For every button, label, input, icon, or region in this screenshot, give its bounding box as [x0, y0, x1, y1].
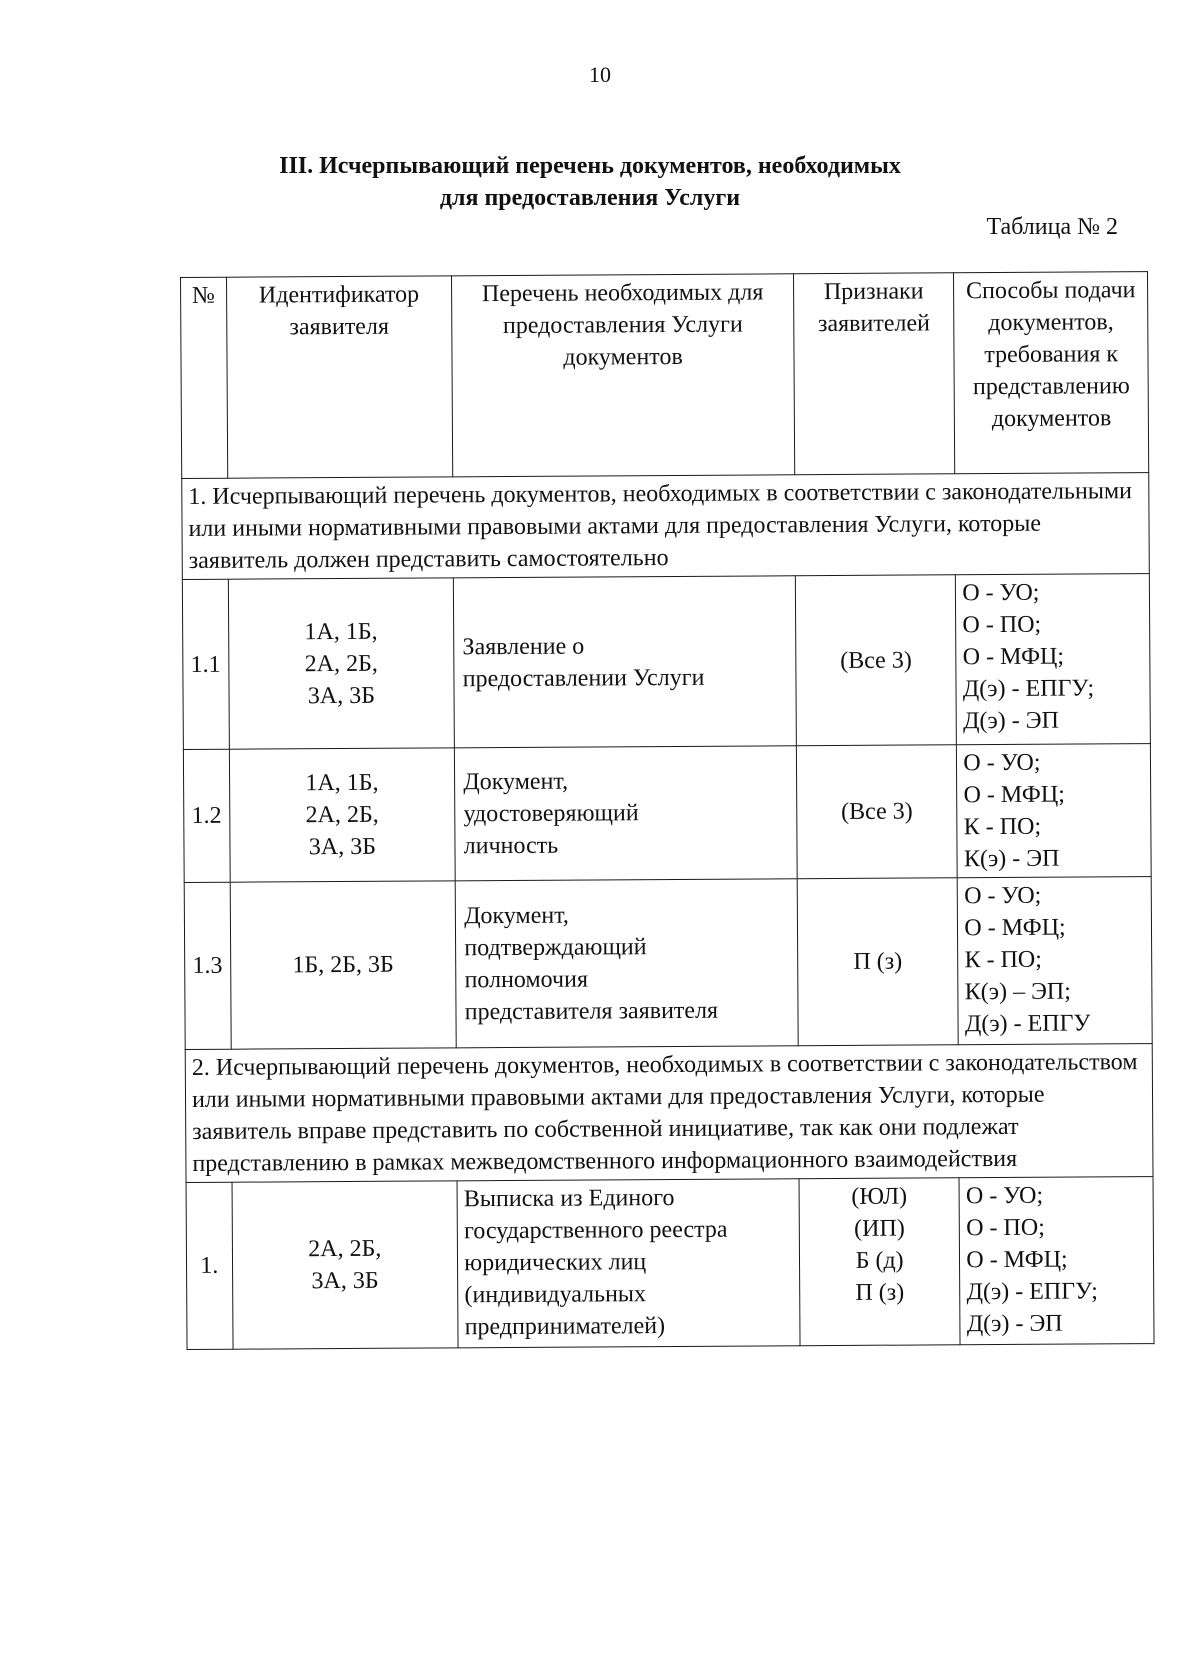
- signs-line: П (з): [853, 948, 903, 975]
- header-identifier: Идентификатор заявителя: [226, 276, 453, 478]
- ways-line: Д(э) - ЭП: [963, 707, 1059, 735]
- identifier-line: 3А, 3Б: [307, 682, 376, 709]
- row-signs: [795, 575, 957, 746]
- row-signs: [799, 1178, 960, 1346]
- header-no: №: [181, 277, 228, 478]
- signs-line: (Все 3): [841, 798, 913, 825]
- row-ways: [956, 574, 1151, 745]
- document-line: Выписка из Единого: [463, 1184, 675, 1213]
- row-signs: [796, 745, 957, 879]
- table-label: Таблица № 2: [986, 214, 1118, 240]
- document-line: (индивидуальных: [464, 1281, 647, 1309]
- identifier-line: 3А, 3Б: [308, 833, 377, 861]
- section-row-1: [182, 473, 1150, 580]
- ways-line: О - ПО;: [966, 1214, 1045, 1242]
- identifier-line: 3А, 3Б: [311, 1267, 379, 1295]
- row-no: 1.3: [184, 882, 231, 1049]
- ways-line: О - УО;: [964, 882, 1042, 910]
- page-number: 10: [589, 62, 611, 87]
- identifier-line: 1А, 1Б,: [304, 618, 378, 645]
- document-line: предпринимателей): [464, 1313, 666, 1341]
- table-row: [184, 877, 1152, 1050]
- row-document: [454, 576, 797, 748]
- document-line: полномочия: [464, 966, 589, 994]
- signs-line: Б (д): [855, 1247, 904, 1274]
- ways-line: Д(э) - ЕПГУ: [964, 1010, 1091, 1038]
- header-signs: Признаки заявителей: [793, 273, 955, 475]
- row-document: [457, 1179, 800, 1348]
- signs-line: (ЮЛ): [851, 1183, 908, 1210]
- document-line: Документ,: [463, 768, 569, 796]
- ways-line: О - УО;: [965, 1182, 1044, 1210]
- signs-line: П (з): [855, 1279, 905, 1306]
- ways-line: К(э) - ЭП: [963, 845, 1060, 873]
- ways-line: О - МФЦ;: [964, 914, 1066, 942]
- document-line: представителя заявителя: [464, 997, 719, 1026]
- identifier-line: 2А, 2Б,: [308, 1235, 382, 1263]
- identifier-line: 2А, 2Б,: [304, 650, 378, 677]
- row-identifier: [229, 748, 455, 882]
- row-document: [455, 746, 797, 881]
- header-documents: Перечень необходимых для предоставления Услуги документов: [452, 274, 795, 477]
- table-row: [186, 1177, 1154, 1350]
- identifier-line: 1А, 1Б,: [305, 769, 379, 797]
- section-row-2: [185, 1044, 1153, 1183]
- row-document: [455, 879, 798, 1048]
- signs-line: (Все 3): [840, 647, 912, 674]
- heading-line-2: для предоставления Услуги: [439, 185, 741, 211]
- row-signs: [797, 878, 958, 1046]
- ways-line: К - ПО;: [963, 813, 1042, 841]
- header-ways: Способы подачи документов, требования к представлению документов: [954, 272, 1149, 474]
- document-line: юридических лиц: [464, 1249, 647, 1277]
- signs-line: (ИП): [854, 1215, 905, 1242]
- ways-line: К - ПО;: [964, 946, 1042, 974]
- document-line: Заявление о: [462, 633, 585, 660]
- document-line: личность: [463, 832, 559, 860]
- ways-line: Д(э) - ЕПГУ;: [962, 675, 1095, 703]
- document-line: подтверждающий: [464, 934, 647, 962]
- row-no: 1.2: [183, 749, 229, 882]
- row-ways: [959, 1177, 1154, 1345]
- table-header-row: [181, 272, 1149, 479]
- table-row: [183, 744, 1151, 883]
- section-2-text: 2. Исчерпывающий перечень документов, необходимых в соответствии с законодательством или иными нормативными правовыми актами для предоставления Услуги, которые заявитель вправе представить по собственной инициативе, так как они подлежат представлению в рамках межведомственного информационного взаимодействия: [185, 1044, 1153, 1183]
- section-1-text: 1. Исчерпывающий перечень документов, необходимых в соответствии с законодательными или иными нормативными правовыми актами для предоставления Услуги, которые заявитель должен представить самостоятельно: [182, 473, 1150, 580]
- table-row: [182, 574, 1150, 750]
- row-ways: [957, 744, 1151, 878]
- document-line: государственного реестра: [463, 1216, 728, 1245]
- row-no: 1.1: [182, 579, 229, 749]
- identifier-line: 2А, 2Б,: [305, 801, 379, 829]
- ways-line: О - УО;: [963, 749, 1041, 777]
- ways-line: О - УО;: [962, 579, 1040, 607]
- ways-line: О - МФЦ;: [963, 781, 1065, 809]
- row-identifier: [228, 578, 455, 749]
- documents-table: [180, 271, 1155, 1350]
- section-heading: [160, 150, 1020, 214]
- identifier-line: 1Б, 2Б, 3Б: [292, 951, 394, 979]
- ways-line: К(э) – ЭП;: [964, 978, 1071, 1006]
- row-ways: [958, 877, 1153, 1045]
- ways-line: Д(э) - ЕПГУ;: [966, 1278, 1098, 1306]
- document-line: предоставлении Услуги: [462, 664, 705, 692]
- ways-line: О - МФЦ;: [962, 643, 1065, 671]
- document-line: Документ,: [464, 902, 569, 930]
- row-identifier: [230, 881, 457, 1049]
- row-no: 1.: [186, 1182, 233, 1349]
- ways-line: О - ПО;: [962, 611, 1042, 639]
- ways-line: О - МФЦ;: [966, 1246, 1068, 1274]
- row-identifier: [232, 1181, 459, 1349]
- ways-line: Д(э) - ЭП: [966, 1310, 1063, 1338]
- heading-line-1: III. Исчерпывающий перечень документов, необходимых: [279, 153, 901, 179]
- document-line: удостоверяющий: [463, 800, 639, 828]
